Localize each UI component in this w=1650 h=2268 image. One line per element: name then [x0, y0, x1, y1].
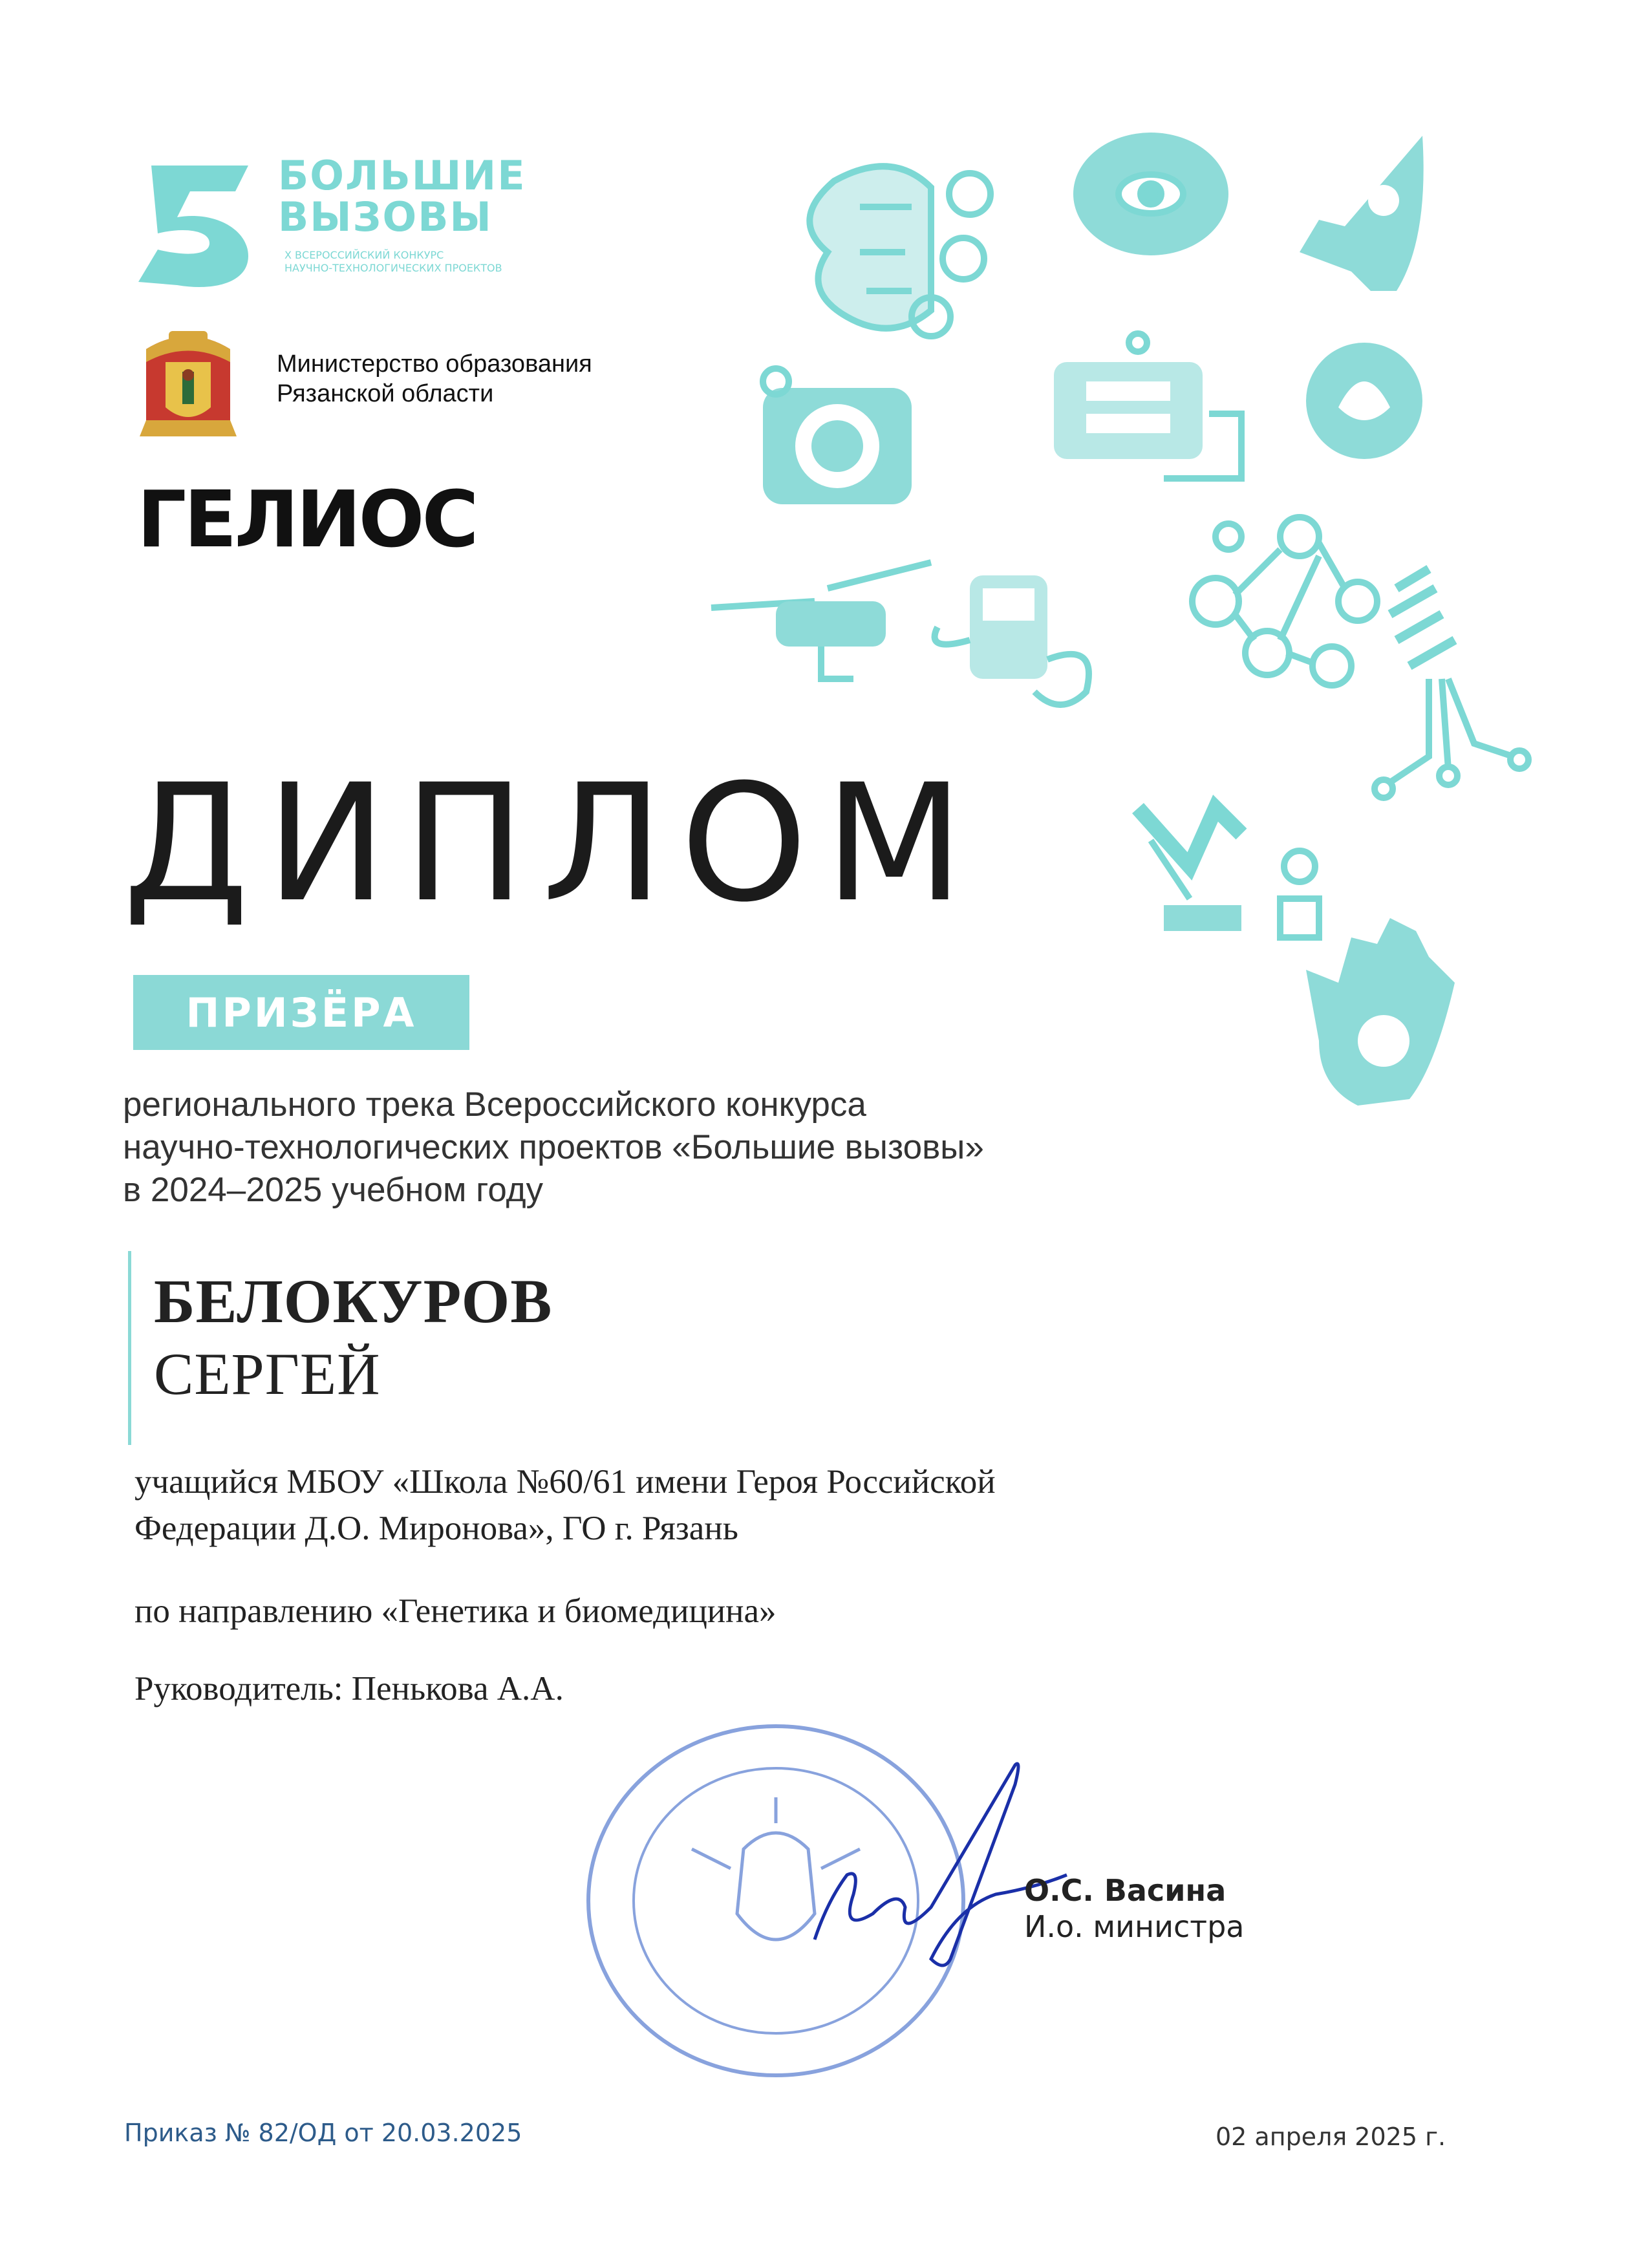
recipient-surname: БЕЛОКУРОВ	[154, 1267, 553, 1336]
signature-icon	[802, 1746, 1073, 1991]
document-title: ДИПЛОМ	[123, 749, 981, 937]
helios-brand: ГЕЛИОС	[137, 475, 477, 565]
recipient-direction: по направлению «Генетика и биомедицина»	[134, 1592, 777, 1630]
recipient-first-name: СЕРГЕЙ	[154, 1341, 381, 1407]
camera-device-icon	[763, 369, 912, 504]
tech-illustrations	[698, 123, 1565, 1183]
description-line: научно-технологических проектов «Большие вызовы»	[123, 1128, 984, 1166]
drone-icon	[711, 562, 931, 679]
signatory-role: И.о. министра	[1024, 1909, 1245, 1944]
microchip-tree-icon	[1375, 569, 1528, 798]
medical-device-icon	[935, 575, 1089, 705]
issue-date: 02 апреля 2025 г.	[1216, 2123, 1446, 2151]
name-accent-bar	[128, 1251, 131, 1445]
ministry-name: Министерство образования Рязанской области	[277, 350, 592, 407]
award-description	[123, 1084, 1222, 1212]
order-reference: Приказ № 82/ОД от 20.03.2025	[124, 2119, 522, 2147]
award-badge: ПРИЗЁРА	[133, 975, 469, 1050]
brain-circuit-icon	[809, 166, 991, 336]
robot-arm-icon	[1138, 808, 1319, 937]
recipient-supervisor: Руководитель: Пенькова А.А.	[134, 1670, 564, 1707]
brain-eye-icon	[1073, 133, 1228, 255]
coat-of-arms-icon	[140, 323, 237, 440]
description-line: в 2024–2025 учебном году	[123, 1171, 544, 1209]
robotic-hand-icon	[1306, 918, 1455, 1106]
signatory-name: О.С. Васина	[1024, 1873, 1227, 1908]
circuit-board-icon	[1054, 334, 1241, 478]
space-shuttle-icon	[1300, 136, 1424, 291]
description-line: регионального трека Всероссийского конкурса	[123, 1086, 866, 1124]
eco-hands-icon	[1306, 343, 1422, 459]
logo-subtitle: X ВСЕРОССИЙСКИЙ КОНКУРС НАУЧНО-ТЕХНОЛОГИЧЕСКИХ ПРОЕКТОВ	[284, 249, 502, 274]
molecule-network-icon	[1192, 517, 1377, 685]
recipient-school: учащийся МБОУ «Школа №60/61 имени Героя Российской Федерации Д.О. Миронова», ГО г. Рязань	[134, 1463, 996, 1547]
logo-title: БОЛЬШИЕ ВЫЗОВЫ	[278, 152, 526, 241]
